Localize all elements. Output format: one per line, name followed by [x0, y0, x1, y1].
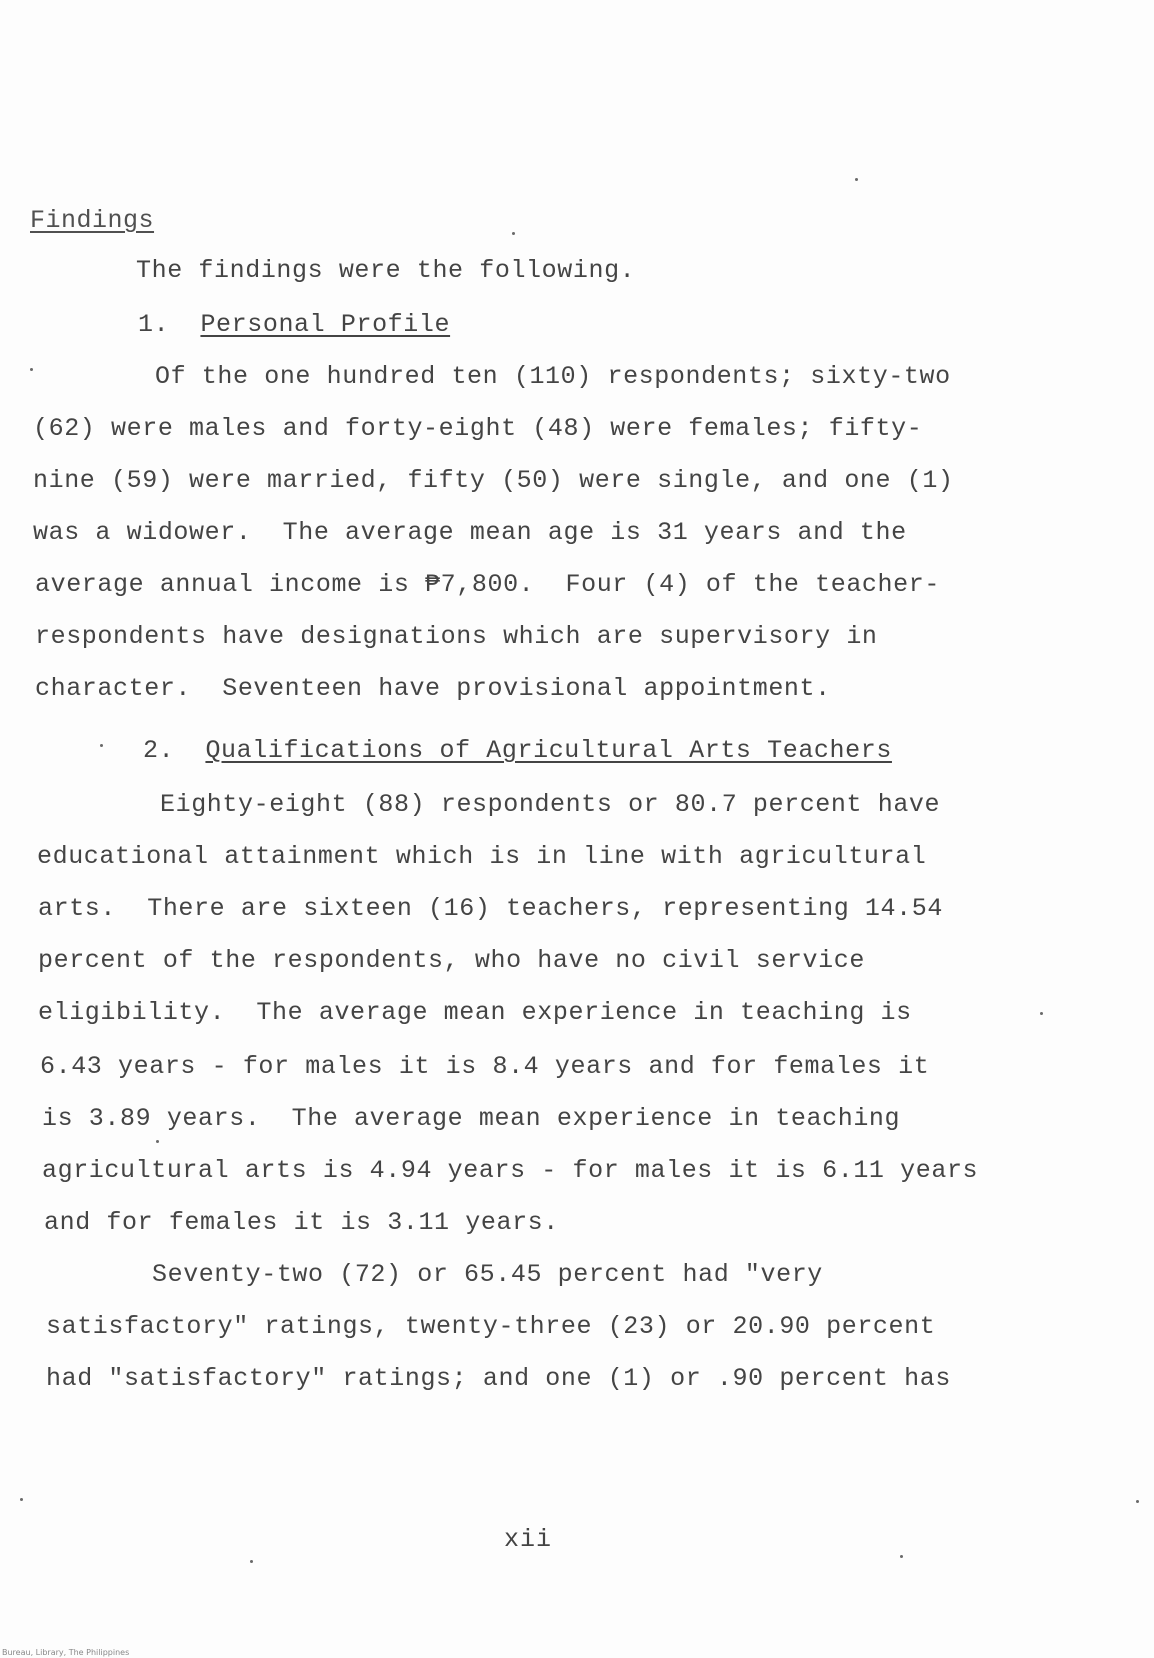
scan-speck: [900, 1555, 903, 1558]
section2-title: Qualifications of Agricultural Arts Teachers: [205, 736, 892, 765]
paragraph-line: respondents have designations which are supervisory in: [35, 622, 878, 651]
paragraph-line: character. Seventeen have provisional appointment.: [35, 674, 831, 703]
scan-speck: [20, 1498, 23, 1501]
footer-note: Bureau, Library, The Philippines: [2, 1648, 130, 1657]
paragraph-line: nine (59) were married, fifty (50) were single, and one (1): [33, 466, 954, 495]
scan-speck: [156, 1140, 159, 1143]
paragraph-line: eligibility. The average mean experience in teaching is: [38, 998, 912, 1027]
paragraph-line: is 3.89 years. The average mean experience in teaching: [42, 1104, 901, 1133]
scan-speck: [30, 368, 33, 371]
scan-speck: [100, 744, 103, 747]
section2-number: 2.: [143, 736, 175, 765]
scan-speck: [512, 232, 515, 235]
paragraph-line: percent of the respondents, who have no civil service: [38, 946, 865, 975]
section-heading: Findings: [30, 206, 155, 235]
paragraph-line: and for females it is 3.11 years.: [44, 1208, 559, 1237]
paragraph-line: (62) were males and forty-eight (48) were females; fifty-: [33, 414, 923, 443]
paragraph-line: was a widower. The average mean age is 31 years and the: [33, 518, 907, 547]
scan-speck: [1136, 1500, 1139, 1503]
paragraph-line: 6.43 years - for males it is 8.4 years and for females it: [40, 1052, 930, 1081]
paragraph-line: arts. There are sixteen (16) teachers, representing 14.54: [38, 894, 943, 923]
paragraph-line: average annual income is ₱7,800. Four (4) of the teacher-: [35, 570, 940, 599]
paragraph-line: had "satisfactory" ratings; and one (1) or .90 percent has: [46, 1364, 951, 1393]
section2-heading: [143, 736, 892, 766]
paragraph-line: Seventy-two (72) or 65.45 percent had "very: [152, 1260, 823, 1289]
section1-heading: [138, 310, 450, 340]
paragraph-line: agricultural arts is 4.94 years - for males it is 6.11 years: [42, 1156, 979, 1185]
paragraph-line: Of the one hundred ten (110) respondents; sixty-two: [155, 362, 951, 391]
scan-speck: [250, 1560, 253, 1563]
paragraph-line: educational attainment which is in line with agricultural: [37, 842, 927, 871]
intro-line: The findings were the following.: [136, 256, 636, 285]
section1-title: Personal Profile: [200, 310, 451, 339]
paragraph-line: Eighty-eight (88) respondents or 80.7 percent have: [160, 790, 941, 819]
scan-speck: [1040, 1012, 1043, 1015]
paragraph-line: satisfactory" ratings, twenty-three (23) or 20.90 percent: [46, 1312, 936, 1341]
scan-speck: [855, 178, 858, 181]
section1-number: 1.: [138, 310, 170, 339]
page-number: xii: [504, 1525, 553, 1554]
